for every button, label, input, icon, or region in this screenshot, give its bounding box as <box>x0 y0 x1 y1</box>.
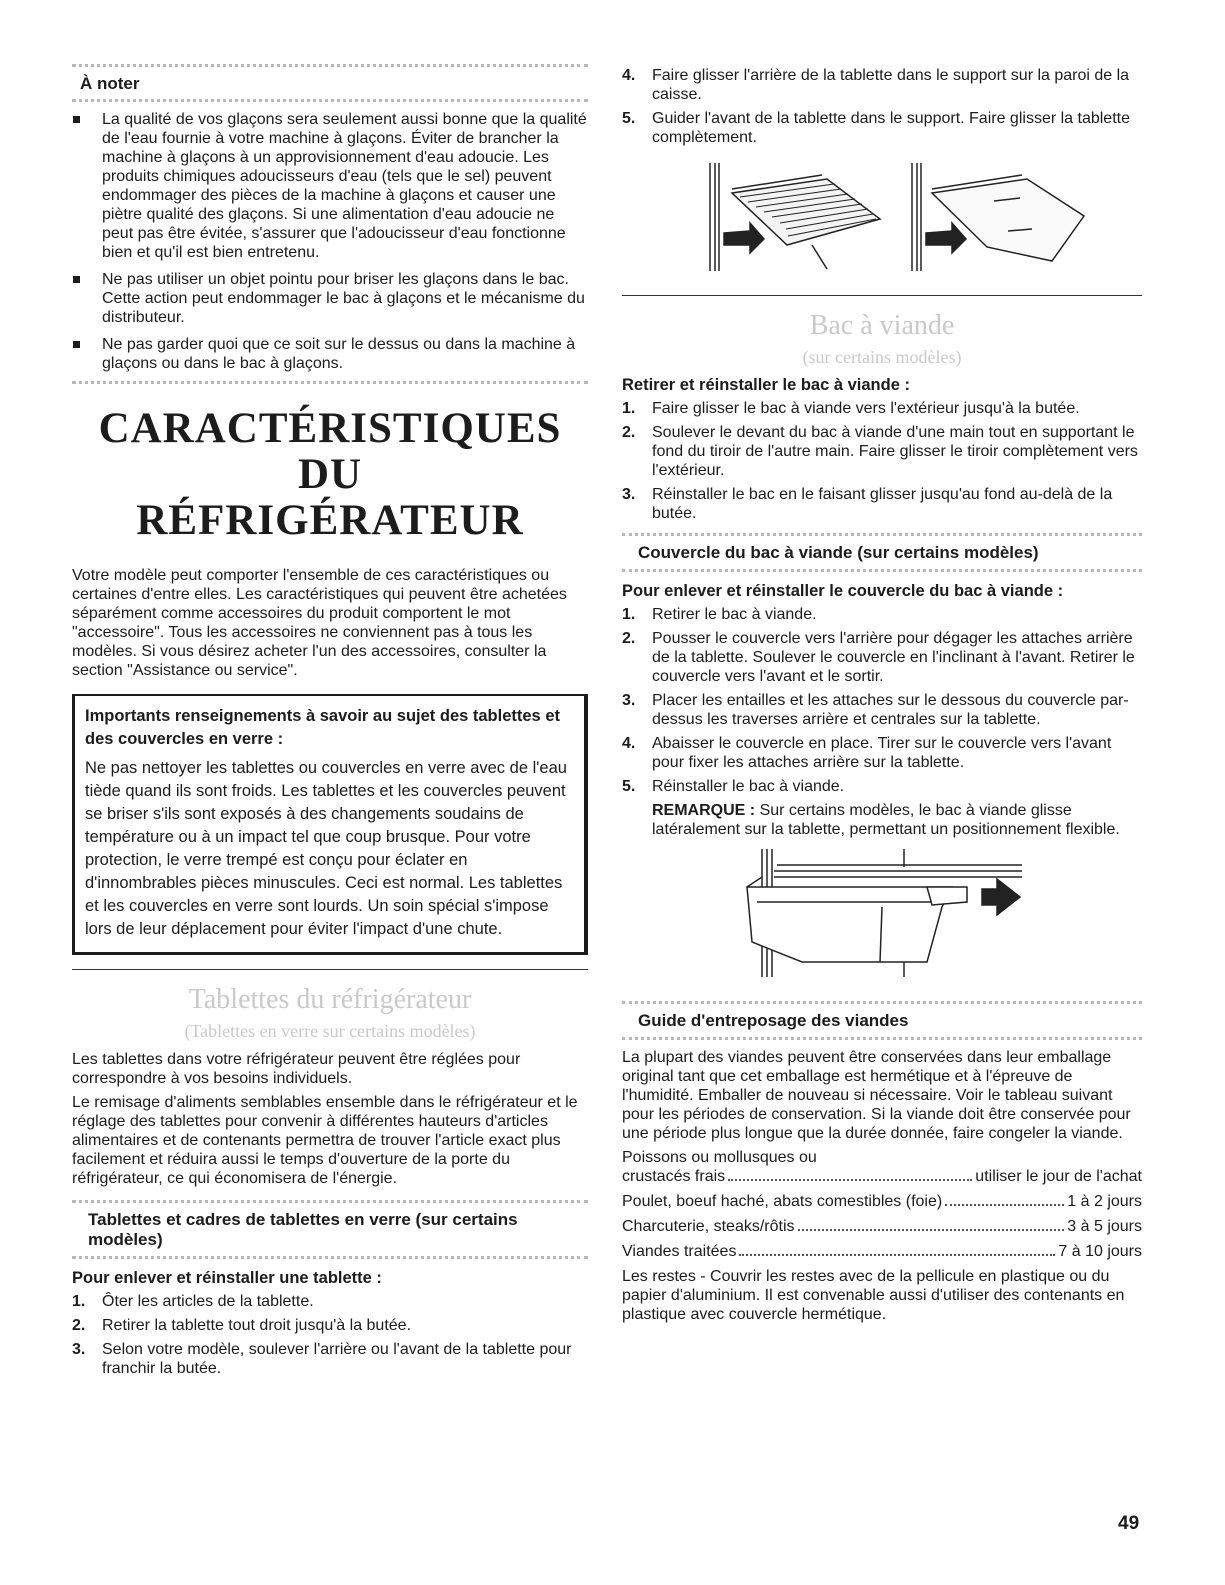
shelf-frame-figure <box>912 163 1084 271</box>
subsection-title: Tablettes et cadres de tablettes en verre (sur certains modèles) <box>88 1210 518 1249</box>
page-title <box>72 406 588 544</box>
dot-leader <box>945 1192 1064 1206</box>
list-item <box>622 109 1142 147</box>
dot-leader <box>798 1217 1065 1231</box>
note-list <box>72 110 588 373</box>
step-number: 3. <box>622 692 636 709</box>
step-number: 1. <box>622 606 636 623</box>
paragraph: Le remisage d'aliments semblables ensemble dans le réfrigérateur et le réglage des tablettes pour convenir à différentes hauteurs d'articles alimentaires et de contenants permettra de trouver l'article exact plus facilement et réduira aussi le temps d'ouverture de la porte du réfrigérateur, ce qui économisera de l'énergie. <box>72 1094 578 1187</box>
storage-item: crustacés frais <box>622 1168 726 1185</box>
step-text: Abaisser le couvercle en place. Tirer sur le couvercle vers l'avant pour fixer les attaches arrière sur la tablette. <box>652 735 1112 771</box>
step-number: 1. <box>72 1293 86 1310</box>
steps-list <box>622 399 1142 523</box>
storage-item: Viandes traitées <box>622 1243 737 1260</box>
step-number: 1. <box>622 400 636 417</box>
list-item <box>622 777 1142 796</box>
list-item <box>622 691 1142 729</box>
list-item <box>622 734 1142 772</box>
intro-paragraph: Votre modèle peut comporter l'ensemble de ces caractéristiques ou certaines d'entre elles. Les caractéristiques qui peuvent être achetées séparément comme accessoires du produit comportent le mot "accessoire". Tous les accessoires ne conviennent pas à tous les modèles. Si vous désirez acheter l'un des accessoires, consulter la section "Assistance ou service". <box>72 567 567 679</box>
dot-leader <box>739 1242 1055 1256</box>
step-text: Réinstaller le bac en le faisant glisser jusqu'au fond au-delà de la butée. <box>652 486 1113 522</box>
step-text: Placer les entailles et les attaches sur le dessous du couvercle par-dessus les traverses arrière et centrales sur la tablette. <box>652 692 1129 728</box>
step-number: 5. <box>622 778 636 795</box>
divider <box>622 1037 1142 1040</box>
paragraph: Les restes - Couvrir les restes avec de la pellicule en plastique ou du papier d'aluminium. Il est convenable aussi d'utiliser des contenants en plastique avec couvercle hermétique. <box>622 1268 1125 1323</box>
divider <box>622 569 1142 572</box>
note-title: À noter <box>80 74 140 93</box>
step-text: Soulever le devant du bac à viande d'une main tout en supportant le fond du tiroir de l'autre main. Faire glisser le tiroir complètement vers l'extérieur. <box>652 424 1138 479</box>
step-number: 3. <box>622 486 636 503</box>
list-item <box>622 66 1142 104</box>
step-text: Retirer la tablette tout droit jusqu'à la butée. <box>102 1317 412 1334</box>
step-text: Retirer le bac à viande. <box>652 606 817 623</box>
step-number: 5. <box>622 110 636 127</box>
step-text: Réinstaller le bac à viande. <box>652 778 845 795</box>
list-item <box>72 1316 588 1335</box>
table-row <box>622 1217 1142 1236</box>
glass-shelf-figure <box>710 163 880 271</box>
paragraph: La plupart des viandes peuvent être conservées dans leur emballage original tant que cet emballage est hermétique et à l'épreuve de l'humidité. Emballer de nouveau si nécessaire. Voir le tableau suivant pour les périodes de conservation. Si la viande doit être conservée pour une période plus longue que la durée donnée, faire congeler la viande. <box>622 1049 1131 1142</box>
step-text: Ôter les articles de la tablette. <box>102 1293 314 1310</box>
steps-list <box>622 66 1142 147</box>
subsection-title: Couvercle du bac à viande (sur certains modèles) <box>638 543 1039 562</box>
section-rule <box>622 295 1142 296</box>
steps-heading: Pour enlever et réinstaller une tablette : <box>72 1269 382 1287</box>
list-item <box>72 1340 588 1378</box>
remark-text: Sur certains modèles, le bac à viande glisse latéralement sur la tablette, permettant un positionnement flexible. <box>652 802 1120 838</box>
step-text: Pousser le couvercle vers l'arrière pour dégager les attaches arrière de la tablette. Soulever le couvercle en l'inclinant à l'avant. Retirer le couvercle vers l'avant et le sortir. <box>652 630 1135 685</box>
section-rule <box>72 969 588 970</box>
storage-item: Poulet, boeuf haché, abats comestibles (foie) <box>622 1193 943 1210</box>
divider <box>72 64 588 67</box>
step-text: Guider l'avant de la tablette dans le support. Faire glisser la tablette complètement. <box>652 110 1130 146</box>
steps-heading: Retirer et réinstaller le bac à viande : <box>622 376 910 394</box>
remark-label: REMARQUE : <box>652 802 756 819</box>
warning-box-text: Ne pas nettoyer les tablettes ou couvercles en verre avec de l'eau tiède quand ils sont froids. Les tablettes et les couvercles peuvent se briser s'ils sont exposés à des changements soudains de température ou à un impact tel que coup brusque. Pour votre protection, le verre trempé est conçu pour éclater en d'innombrables pièces minuscules. Ceci est normal. Les tablettes et les couvercles en verre sont lourds. Un soin spécial s'impose lors de leur déplacement pour éviter l'impact d'une chute. <box>85 759 567 938</box>
list-item: La qualité de vos glaçons sera seulement aussi bonne que la qualité de l'eau fournie à votre machine à glaçons. Éviter de brancher la machine à glaçons à un approvisionnement d'eau adoucie. Les produits chimiques adoucisseurs d'eau (tels que le sel) peuvent endommager des pièces de la machine à glaçons et causer une piètre qualité des glaçons. Si une alimentation d'eau adoucie ne peut pas être évitée, s'assurer que l'adoucisseur d'eau fonctionne bien et qu'il est bien entretenu. <box>72 110 588 262</box>
table-row <box>622 1192 1142 1211</box>
list-item <box>622 605 1142 624</box>
divider <box>622 1001 1142 1004</box>
step-number: 2. <box>622 630 636 647</box>
divider <box>72 99 588 102</box>
table-row <box>622 1167 1142 1186</box>
step-text: Faire glisser l'arrière de la tablette dans le support sur la paroi de la caisse. <box>652 67 1130 103</box>
page-title-line: CARACTÉRISTIQUES DU <box>98 405 562 498</box>
steps-heading: Pour enlever et réinstaller le couvercle du bac à viande : <box>622 582 1064 600</box>
section-title: Tablettes du réfrigérateur <box>188 984 472 1015</box>
step-text: Faire glisser le bac à viande vers l'extérieur jusqu'à la butée. <box>652 400 1080 417</box>
storage-duration: 1 à 2 jours <box>1067 1193 1142 1210</box>
list-item <box>622 399 1142 418</box>
left-column <box>72 64 588 1383</box>
list-item <box>622 629 1142 686</box>
divider <box>72 1256 588 1259</box>
storage-heading: Poissons ou mollusques ou <box>622 1149 817 1166</box>
shelf-illustration <box>622 161 1142 279</box>
list-item <box>622 485 1142 523</box>
list-item <box>622 423 1142 480</box>
step-number: 3. <box>72 1341 86 1358</box>
subsection-title: Guide d'entreposage des viandes <box>638 1011 909 1030</box>
warning-box-title: Importants renseignements à savoir au sujet des tablettes et des couvercles en verre : <box>85 707 560 748</box>
list-item: Ne pas utiliser un objet pointu pour briser les glaçons dans le bac. Cette action peut endommager le bac à glaçons et le mécanisme du distributeur. <box>72 270 588 327</box>
section-subtitle: (Tablettes en verre sur certains modèles) <box>184 1021 476 1041</box>
step-number: 2. <box>72 1317 86 1334</box>
storage-duration: 7 à 10 jours <box>1058 1243 1142 1260</box>
section-subtitle: (sur certains modèles) <box>802 347 962 367</box>
table-row <box>622 1242 1142 1261</box>
storage-duration: 3 à 5 jours <box>1067 1218 1142 1235</box>
paragraph: Les tablettes dans votre réfrigérateur peuvent être réglées pour correspondre à vos besoins individuels. <box>72 1051 521 1087</box>
step-number: 4. <box>622 735 636 752</box>
step-number: 4. <box>622 67 636 84</box>
list-item <box>72 1292 588 1311</box>
steps-list <box>72 1292 588 1378</box>
storage-item: Charcuterie, steaks/rôtis <box>622 1218 795 1235</box>
right-column <box>622 64 1142 1329</box>
warning-box <box>72 694 588 955</box>
step-number: 2. <box>622 424 636 441</box>
step-text: Selon votre modèle, soulever l'arrière ou l'avant de la tablette pour franchir la butée. <box>102 1341 572 1377</box>
divider <box>622 533 1142 536</box>
remark <box>622 801 1142 839</box>
page-number: 49 <box>1118 1513 1140 1534</box>
divider <box>72 1200 588 1203</box>
storage-table <box>622 1148 1142 1261</box>
storage-duration: utiliser le jour de l'achat <box>975 1168 1142 1185</box>
divider <box>72 381 588 384</box>
dot-leader <box>728 1167 972 1181</box>
list-item: Ne pas garder quoi que ce soit sur le dessus ou dans la machine à glaçons ou dans le bac à glaçons. <box>72 335 588 373</box>
section-title: Bac à viande <box>809 310 955 341</box>
crisper-drawer-illustration <box>622 847 1142 985</box>
page-title-line: RÉFRIGÉRATEUR <box>136 497 524 544</box>
steps-list <box>622 605 1142 796</box>
